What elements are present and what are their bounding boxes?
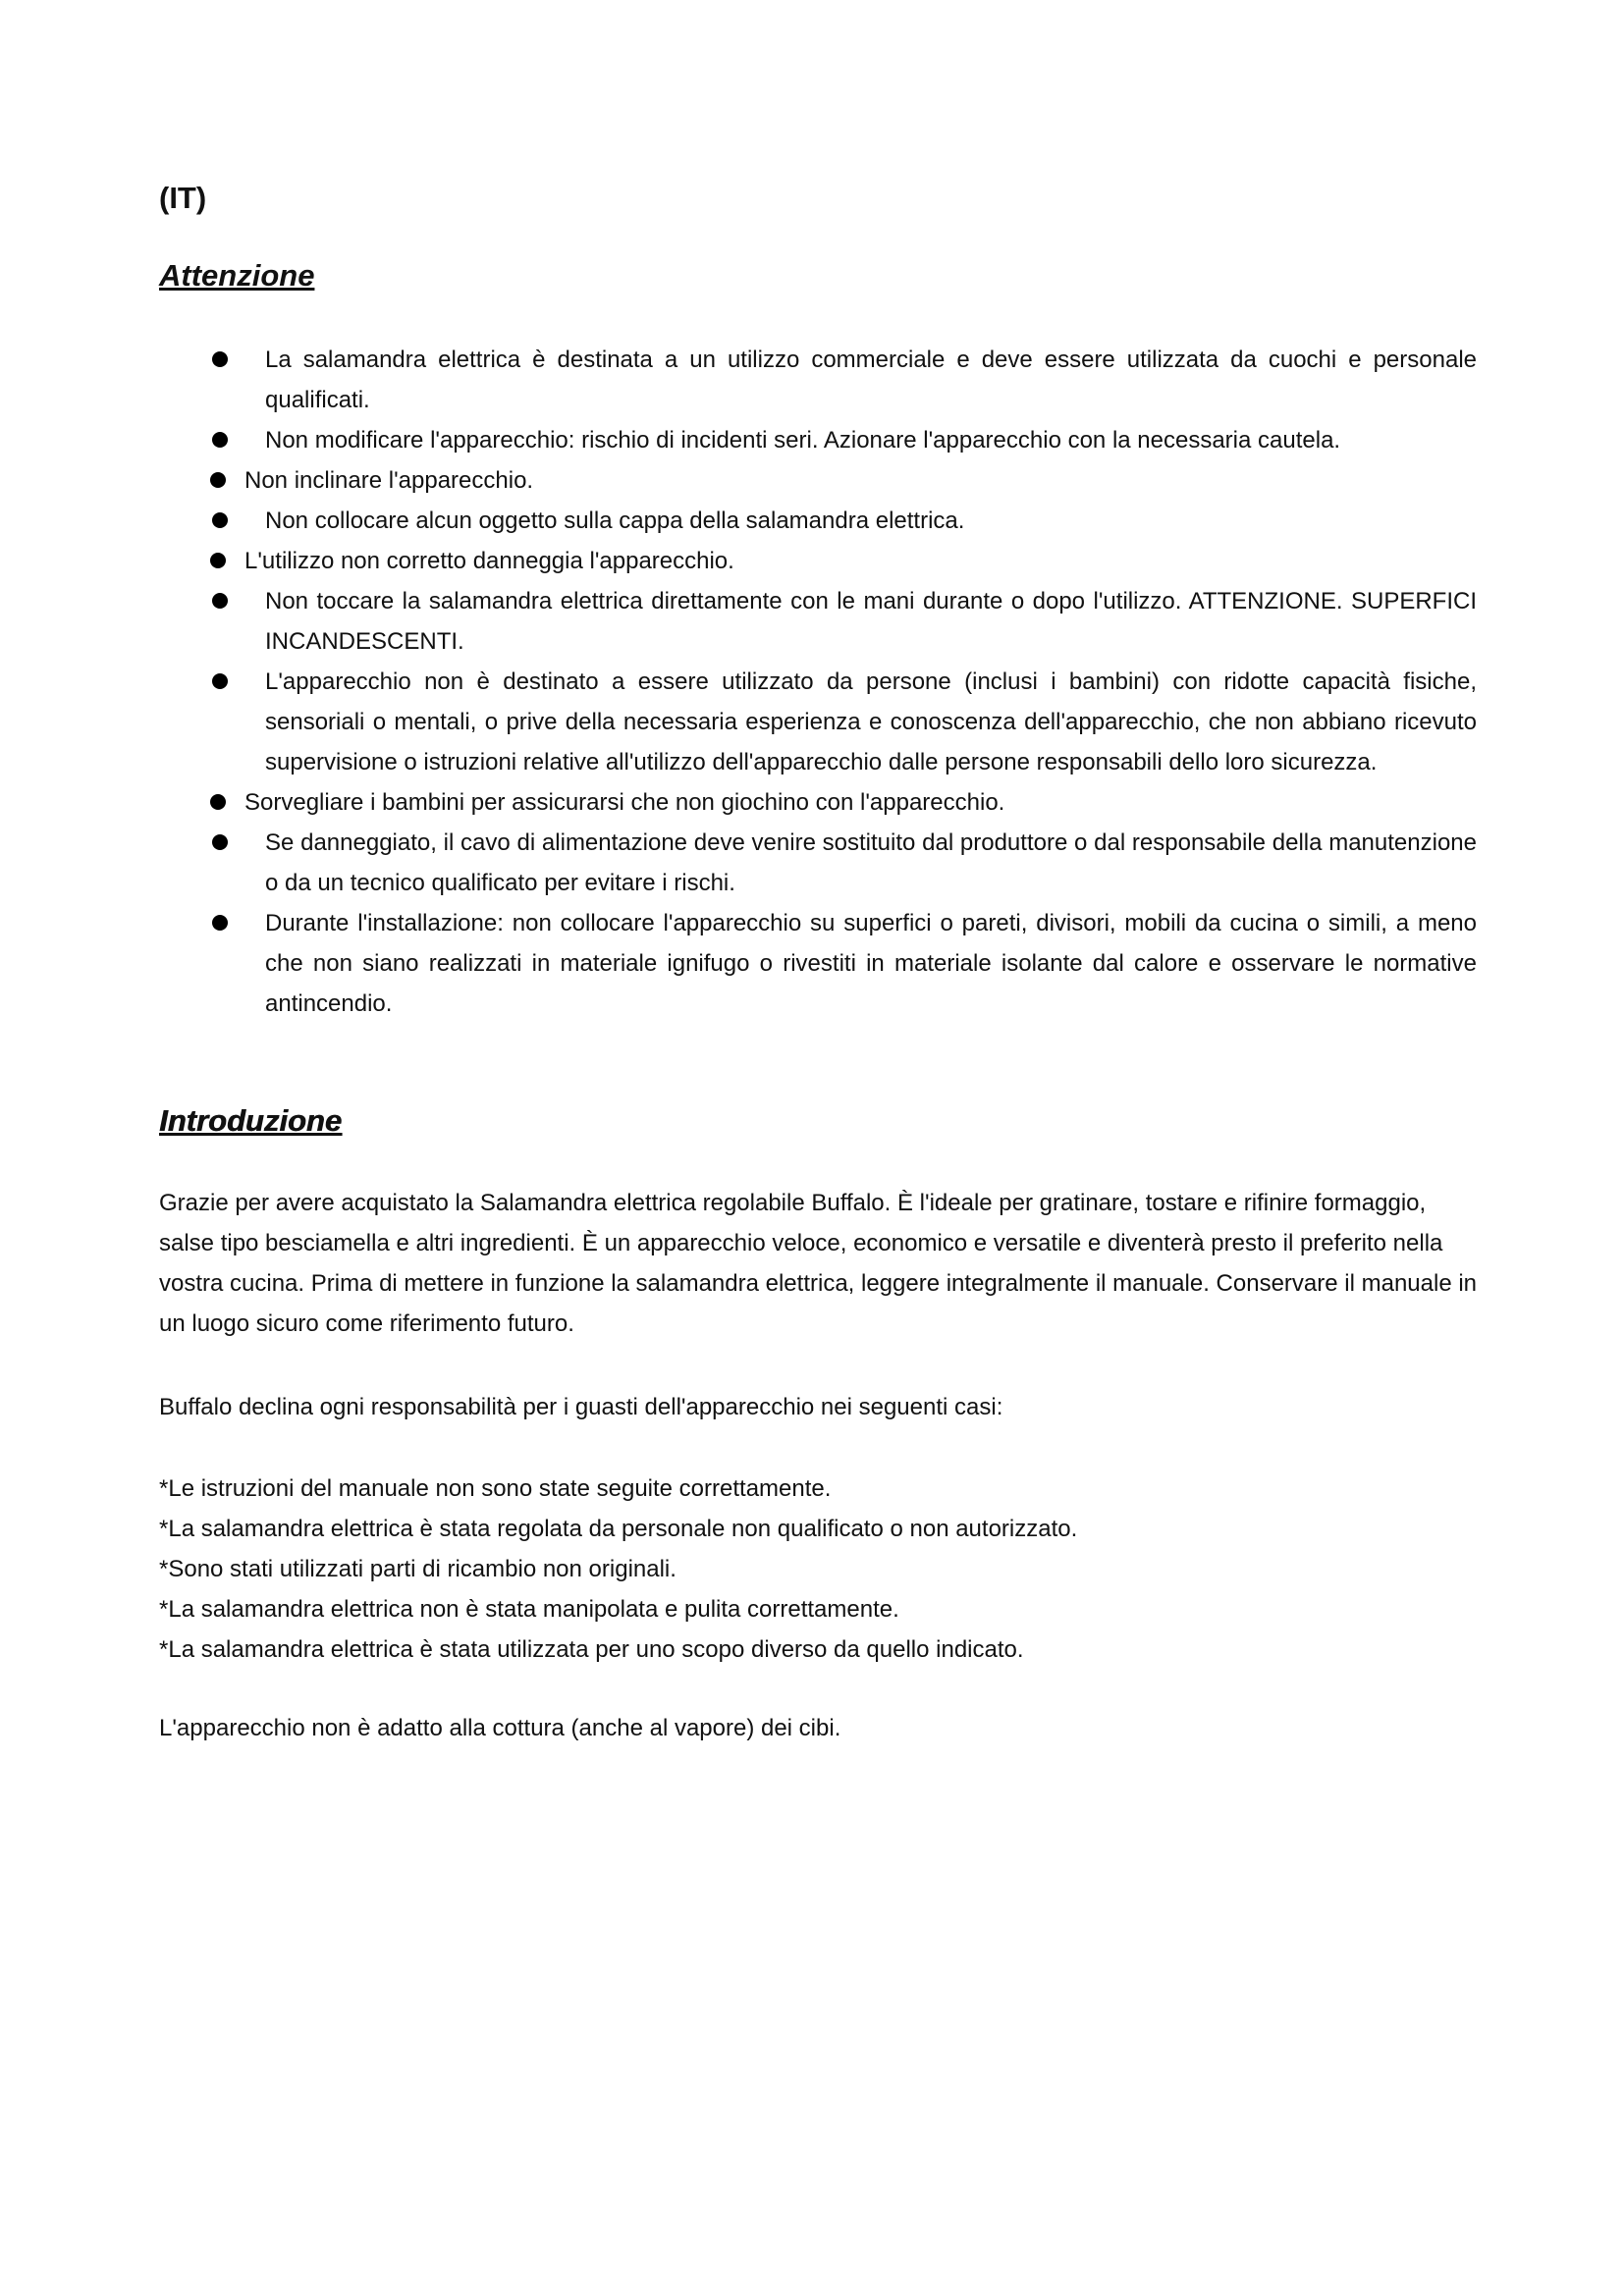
introduction-paragraph: Grazie per avere acquistato la Salamandra elettrica regolabile Buffalo. È l'ideale per gratinare, tostare e rifinire formaggio, salse tipo besciamella e altri ingredienti. È un apparecchio veloce, economico e versatile e diventerà presto il preferito nella vostra cucina. Prima di mettere in funzione la salamandra elettrica, leggere integralmente il manuale. Conservare il manuale in un luogo sicuro come riferimento futuro. — [159, 1190, 1478, 1337]
liability-case: *La salamandra elettrica non è stata manipolata e pulita correttamente. — [159, 1596, 899, 1623]
attention-item — [0, 782, 1624, 823]
attention-item-text: Sorvegliare i bambini per assicurarsi che non giochino con l'apparecchio. — [244, 789, 1005, 816]
bullet-icon — [212, 915, 228, 931]
attention-item-text: Se danneggiato, il cavo di alimentazione deve venire sostituito dal produttore o dal responsabile della manutenzione o da un tecnico qualificato per evitare i rischi. — [265, 829, 1477, 896]
introduction-heading: Introduzione — [159, 1103, 342, 1138]
attention-item — [0, 823, 1624, 903]
attention-item-text: Durante l'installazione: non collocare l'apparecchio su superfici o pareti, divisori, mobili da cucina o simili, a meno che non siano realizzati in materiale ignifugo o rivestiti in materiale isolante dal calore e osservare le normative antincendio. — [265, 910, 1477, 1017]
bullet-icon — [212, 834, 228, 850]
bullet-icon — [212, 351, 228, 367]
bullet-icon — [212, 673, 228, 689]
liability-case-list — [159, 1468, 1477, 1670]
attention-item — [0, 581, 1624, 662]
attention-heading: Attenzione — [159, 258, 315, 293]
attention-item — [0, 460, 1624, 501]
language-tag: (IT) — [159, 181, 207, 215]
final-note: L'apparecchio non è adatto alla cottura (anche al vapore) dei cibi. — [159, 1715, 841, 1741]
attention-item — [0, 541, 1624, 581]
liability-case: *La salamandra elettrica è stata utilizzata per uno scopo diverso da quello indicato. — [159, 1636, 1024, 1663]
bullet-icon — [212, 432, 228, 448]
attention-item-text: La salamandra elettrica è destinata a un utilizzo commerciale e deve essere utilizzata da cuochi e personale qualificati. — [265, 347, 1477, 413]
bullet-icon — [212, 593, 228, 609]
liability-case: *Le istruzioni del manuale non sono state seguite correttamente. — [159, 1475, 832, 1502]
attention-item — [0, 420, 1624, 460]
attention-item — [0, 903, 1624, 1024]
attention-item-text: Non modificare l'apparecchio: rischio di incidenti seri. Azionare l'apparecchio con la necessaria cautela. — [265, 427, 1341, 454]
attention-item — [0, 501, 1624, 541]
bullet-icon — [210, 472, 226, 488]
liability-case: *Sono stati utilizzati parti di ricambio non originali. — [159, 1556, 677, 1582]
attention-item-text: L'utilizzo non corretto danneggia l'apparecchio. — [244, 548, 734, 574]
attention-item-text: Non inclinare l'apparecchio. — [244, 467, 534, 494]
attention-list — [0, 340, 1624, 1024]
attention-item-text: L'apparecchio non è destinato a essere utilizzato da persone (inclusi i bambini) con ridotte capacità fisiche, sensoriali o mentali, o prive della necessaria esperienza e conoscenza dell'apparecchio, che non abbiano ricevuto supervisione o istruzioni relative all'utilizzo dell'apparecchio dalle persone responsabili dello loro sicurezza. — [265, 668, 1477, 775]
liability-case: *La salamandra elettrica è stata regolata da personale non qualificato o non autorizzato. — [159, 1516, 1078, 1542]
attention-item — [0, 662, 1624, 782]
bullet-icon — [210, 794, 226, 810]
attention-item — [0, 340, 1624, 420]
bullet-icon — [212, 512, 228, 528]
bullet-icon — [210, 553, 226, 568]
attention-item-text: Non collocare alcun oggetto sulla cappa della salamandra elettrica. — [265, 507, 965, 534]
liability-intro: Buffalo declina ogni responsabilità per i guasti dell'apparecchio nei seguenti casi: — [159, 1394, 1003, 1420]
attention-item-text: Non toccare la salamandra elettrica direttamente con le mani durante o dopo l'utilizzo. ATTENZIONE. SUPERFICI INCANDESCENTI. — [265, 588, 1477, 655]
